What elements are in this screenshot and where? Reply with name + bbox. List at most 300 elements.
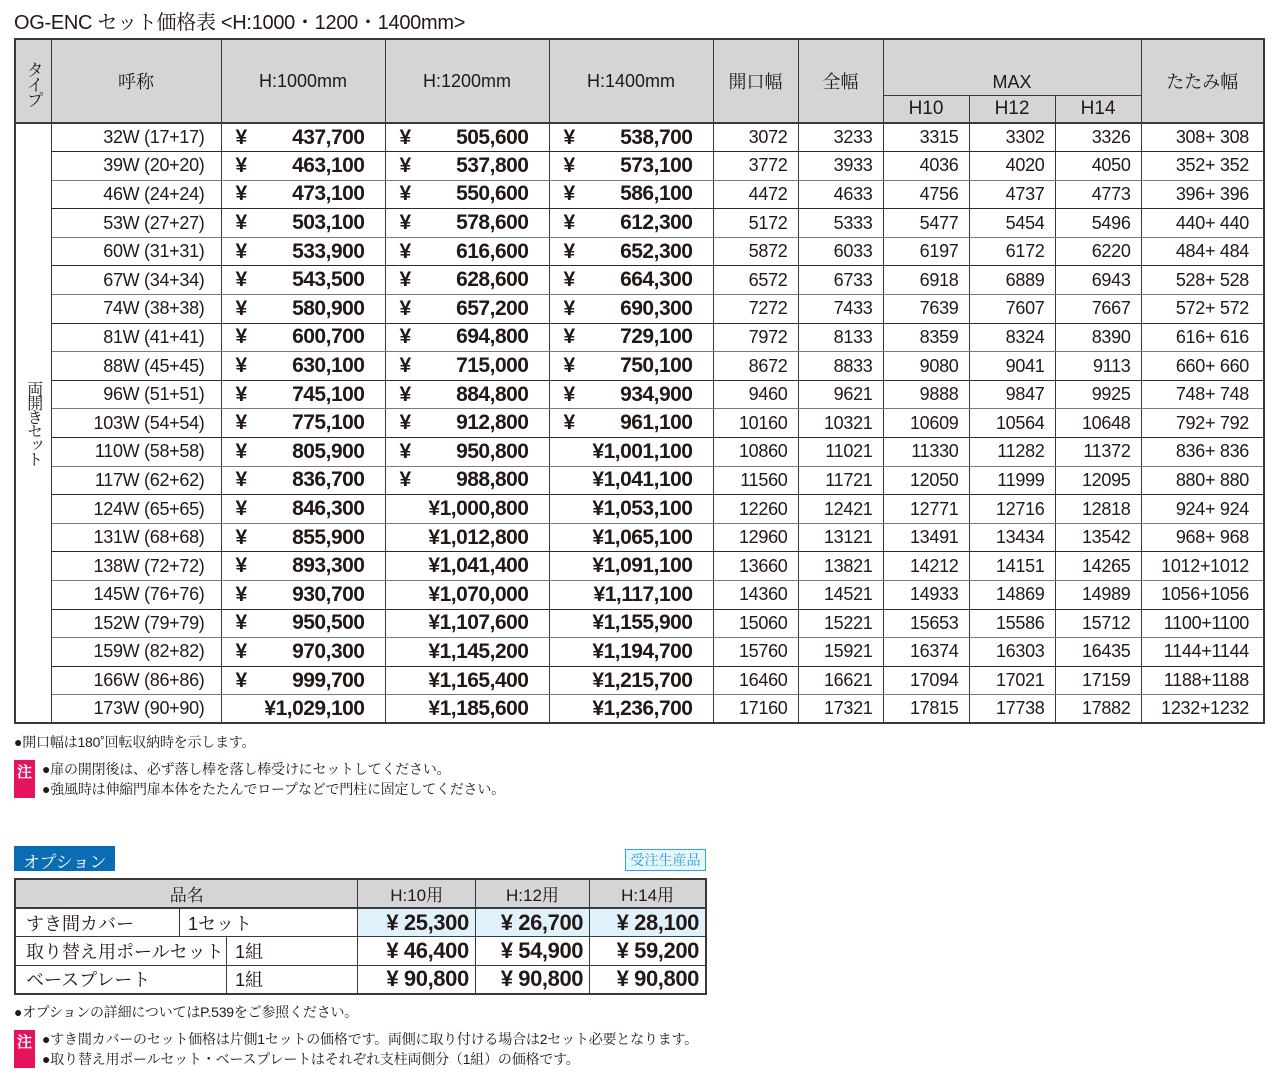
caution-note-1: ●扉の開閉後は、必ず落し棒を落し棒受けにセットしてください。 bbox=[42, 761, 451, 777]
max-h14: 12818 bbox=[1055, 495, 1141, 524]
model-name: 117W (62+62) bbox=[51, 466, 221, 495]
opening-width: 5872 bbox=[713, 237, 798, 266]
price-h1000 bbox=[221, 523, 385, 552]
option-name: 取り替え用ポールセット bbox=[15, 937, 227, 966]
price-value: 836,700 bbox=[292, 468, 365, 492]
table-row bbox=[15, 438, 1264, 467]
max-h14: 6943 bbox=[1055, 266, 1141, 295]
price-value: 586,100 bbox=[620, 182, 693, 206]
price-value: 715,000 bbox=[456, 354, 529, 378]
yen-symbol: ¥ bbox=[235, 382, 247, 406]
folded-width: 836+ 836 bbox=[1141, 438, 1264, 467]
max-h10: 8359 bbox=[883, 323, 969, 352]
opening-width: 16460 bbox=[713, 666, 798, 695]
max-h10: 12050 bbox=[883, 466, 969, 495]
table-row bbox=[15, 266, 1264, 295]
folded-width: 1144+1144 bbox=[1141, 638, 1264, 667]
price-value: 1,001,100 bbox=[603, 439, 693, 463]
folded-width: 1188+1188 bbox=[1141, 666, 1264, 695]
opening-width: 5172 bbox=[713, 209, 798, 238]
yen-symbol: ¥ bbox=[592, 696, 604, 720]
yen-symbol: ¥ bbox=[399, 382, 411, 406]
total-width: 4633 bbox=[798, 180, 883, 209]
yen-symbol: ¥ bbox=[428, 582, 440, 606]
yen-symbol: ¥ bbox=[235, 582, 247, 606]
yen-symbol: ¥ bbox=[563, 268, 575, 292]
folded-width: 572+ 572 bbox=[1141, 295, 1264, 324]
price-h1200 bbox=[385, 123, 549, 152]
price-h1000 bbox=[221, 180, 385, 209]
yen-symbol: ¥ bbox=[399, 125, 411, 149]
max-h14: 10648 bbox=[1055, 409, 1141, 438]
header-h1200: H:1200mm bbox=[385, 39, 549, 123]
max-h10: 6197 bbox=[883, 237, 969, 266]
yen-symbol: ¥ bbox=[428, 525, 440, 549]
option-qty: 1セット bbox=[179, 908, 358, 937]
max-h10: 7639 bbox=[883, 295, 969, 324]
price-value: 652,300 bbox=[620, 239, 693, 263]
yen-symbol: ¥ bbox=[592, 468, 604, 492]
yen-symbol: ¥ bbox=[592, 439, 604, 463]
table-row bbox=[15, 638, 1264, 667]
type-label: 両開きセット bbox=[15, 123, 51, 723]
max-h14: 17159 bbox=[1055, 666, 1141, 695]
max-h12: 14151 bbox=[969, 552, 1055, 581]
max-h14: 13542 bbox=[1055, 523, 1141, 552]
max-h14: 15712 bbox=[1055, 609, 1141, 638]
total-width: 5333 bbox=[798, 209, 883, 238]
price-h1200 bbox=[385, 323, 549, 352]
option-name: ベースプレート bbox=[15, 965, 227, 994]
max-h14: 14989 bbox=[1055, 581, 1141, 610]
price-h1200 bbox=[385, 266, 549, 295]
max-h14: 6220 bbox=[1055, 237, 1141, 266]
total-width: 13121 bbox=[798, 523, 883, 552]
price-value: 1,185,600 bbox=[439, 696, 529, 720]
opening-width: 13660 bbox=[713, 552, 798, 581]
price-value: 805,900 bbox=[292, 439, 365, 463]
price-value: 884,800 bbox=[456, 382, 529, 406]
option-price-h14: ¥ 59,200 bbox=[590, 937, 706, 966]
header-total-width: 全幅 bbox=[798, 39, 883, 123]
price-value: 463,100 bbox=[292, 153, 365, 177]
price-value: 505,600 bbox=[456, 125, 529, 149]
price-value: 537,800 bbox=[456, 153, 529, 177]
header-h1000: H:1000mm bbox=[221, 39, 385, 123]
max-h14: 5496 bbox=[1055, 209, 1141, 238]
yen-symbol: ¥ bbox=[563, 182, 575, 206]
price-h1200 bbox=[385, 552, 549, 581]
opening-width: 3072 bbox=[713, 123, 798, 152]
yen-symbol: ¥ bbox=[235, 125, 247, 149]
total-width: 9621 bbox=[798, 380, 883, 409]
table-row bbox=[15, 123, 1264, 152]
model-name: 88W (45+45) bbox=[51, 352, 221, 381]
price-value: 616,600 bbox=[456, 239, 529, 263]
price-value: 573,100 bbox=[620, 153, 693, 177]
yen-symbol: ¥ bbox=[593, 582, 605, 606]
total-width: 7433 bbox=[798, 295, 883, 324]
price-value: 930,700 bbox=[292, 582, 365, 606]
yen-symbol: ¥ bbox=[428, 668, 440, 692]
opening-width: 11560 bbox=[713, 466, 798, 495]
price-value: 1,165,400 bbox=[439, 668, 529, 692]
price-h1000 bbox=[221, 409, 385, 438]
max-h12: 5454 bbox=[969, 209, 1055, 238]
max-h12: 3302 bbox=[969, 123, 1055, 152]
price-h1000 bbox=[221, 609, 385, 638]
header-type: タイプ bbox=[15, 39, 51, 123]
max-h10: 6918 bbox=[883, 266, 969, 295]
max-h12: 9847 bbox=[969, 380, 1055, 409]
model-name: 74W (38+38) bbox=[51, 295, 221, 324]
model-name: 152W (79+79) bbox=[51, 609, 221, 638]
model-name: 96W (51+51) bbox=[51, 380, 221, 409]
folded-width: 352+ 352 bbox=[1141, 152, 1264, 181]
max-h12: 6889 bbox=[969, 266, 1055, 295]
folded-width: 792+ 792 bbox=[1141, 409, 1264, 438]
price-value: 934,900 bbox=[620, 382, 693, 406]
price-h1000 bbox=[221, 266, 385, 295]
yen-symbol: ¥ bbox=[264, 696, 276, 720]
option-detail-note: ●オプションの詳細についてはP.539をご参照ください。 bbox=[14, 1004, 359, 1020]
option-qty: 1組 bbox=[227, 937, 358, 966]
price-value: 1,041,100 bbox=[603, 468, 693, 492]
yen-symbol: ¥ bbox=[235, 296, 247, 320]
max-h10: 5477 bbox=[883, 209, 969, 238]
price-h1000 bbox=[221, 466, 385, 495]
model-name: 145W (76+76) bbox=[51, 581, 221, 610]
max-h14: 4773 bbox=[1055, 180, 1141, 209]
max-h10: 17094 bbox=[883, 666, 969, 695]
table-row bbox=[15, 237, 1264, 266]
yen-symbol: ¥ bbox=[428, 611, 440, 635]
model-name: 67W (34+34) bbox=[51, 266, 221, 295]
price-value: 657,200 bbox=[456, 296, 529, 320]
yen-symbol: ¥ bbox=[592, 554, 604, 578]
max-h12: 15586 bbox=[969, 609, 1055, 638]
yen-symbol: ¥ bbox=[399, 268, 411, 292]
price-value: 533,900 bbox=[292, 239, 365, 263]
yen-symbol: ¥ bbox=[235, 525, 247, 549]
yen-symbol: ¥ bbox=[563, 354, 575, 378]
price-value: 503,100 bbox=[292, 211, 365, 235]
opening-width: 14360 bbox=[713, 581, 798, 610]
options-header-name: 品名 bbox=[15, 879, 358, 908]
yen-symbol: ¥ bbox=[399, 239, 411, 263]
option-price-h14: ¥ 28,100 bbox=[590, 908, 706, 937]
model-name: 103W (54+54) bbox=[51, 409, 221, 438]
yen-symbol: ¥ bbox=[592, 611, 604, 635]
price-h1200 bbox=[385, 237, 549, 266]
price-h1400 bbox=[549, 666, 713, 695]
folded-width: 484+ 484 bbox=[1141, 237, 1264, 266]
table-row bbox=[15, 323, 1264, 352]
price-h1400 bbox=[549, 152, 713, 181]
header-max-h10: H10 bbox=[883, 95, 969, 123]
yen-symbol: ¥ bbox=[235, 468, 247, 492]
price-value: 729,100 bbox=[620, 325, 693, 349]
yen-symbol: ¥ bbox=[235, 439, 247, 463]
price-value: 846,300 bbox=[292, 497, 365, 521]
option-price-h10: ¥ 90,800 bbox=[358, 965, 475, 994]
options-table bbox=[14, 878, 707, 995]
yen-symbol: ¥ bbox=[235, 554, 247, 578]
model-name: 110W (58+58) bbox=[51, 438, 221, 467]
price-value: 1,029,100 bbox=[275, 696, 365, 720]
folded-width: 1100+1100 bbox=[1141, 609, 1264, 638]
yen-symbol: ¥ bbox=[563, 296, 575, 320]
yen-symbol: ¥ bbox=[235, 411, 247, 435]
yen-symbol: ¥ bbox=[399, 182, 411, 206]
header-max-h12: H12 bbox=[969, 95, 1055, 123]
price-h1000 bbox=[221, 638, 385, 667]
table-row bbox=[15, 523, 1264, 552]
price-value: 1,041,400 bbox=[439, 554, 529, 578]
max-h12: 17021 bbox=[969, 666, 1055, 695]
header-folded-width: たたみ幅 bbox=[1141, 39, 1264, 123]
opening-width: 17160 bbox=[713, 695, 798, 724]
price-h1200 bbox=[385, 352, 549, 381]
yen-symbol: ¥ bbox=[592, 639, 604, 663]
max-h10: 17815 bbox=[883, 695, 969, 724]
max-h14: 17882 bbox=[1055, 695, 1141, 724]
opening-width: 7972 bbox=[713, 323, 798, 352]
price-value: 1,215,700 bbox=[603, 668, 693, 692]
folded-width: 396+ 396 bbox=[1141, 180, 1264, 209]
price-value: 1,194,700 bbox=[603, 639, 693, 663]
price-h1400 bbox=[549, 466, 713, 495]
folded-width: 308+ 308 bbox=[1141, 123, 1264, 152]
option-price-h10: ¥ 25,300 bbox=[358, 908, 475, 937]
max-h10: 11330 bbox=[883, 438, 969, 467]
max-h12: 11999 bbox=[969, 466, 1055, 495]
price-value: 473,100 bbox=[292, 182, 365, 206]
price-value: 694,800 bbox=[456, 325, 529, 349]
folded-width: 1012+1012 bbox=[1141, 552, 1264, 581]
price-value: 550,600 bbox=[456, 182, 529, 206]
total-width: 11021 bbox=[798, 438, 883, 467]
price-h1400 bbox=[549, 438, 713, 467]
price-h1400 bbox=[549, 266, 713, 295]
max-h14: 3326 bbox=[1055, 123, 1141, 152]
table-row bbox=[15, 180, 1264, 209]
opening-width: 12260 bbox=[713, 495, 798, 524]
price-h1400 bbox=[549, 123, 713, 152]
table-row bbox=[15, 409, 1264, 438]
total-width: 15221 bbox=[798, 609, 883, 638]
total-width: 6033 bbox=[798, 237, 883, 266]
max-h10: 16374 bbox=[883, 638, 969, 667]
yen-symbol: ¥ bbox=[563, 382, 575, 406]
yen-symbol: ¥ bbox=[428, 696, 440, 720]
yen-symbol: ¥ bbox=[428, 639, 440, 663]
price-h1200 bbox=[385, 152, 549, 181]
price-value: 690,300 bbox=[620, 296, 693, 320]
price-value: 578,600 bbox=[456, 211, 529, 235]
table-row bbox=[15, 209, 1264, 238]
price-h1000 bbox=[221, 380, 385, 409]
price-value: 1,000,800 bbox=[439, 497, 529, 521]
max-h10: 3315 bbox=[883, 123, 969, 152]
table-row bbox=[15, 380, 1264, 409]
price-h1000 bbox=[221, 152, 385, 181]
yen-symbol: ¥ bbox=[592, 525, 604, 549]
price-h1000 bbox=[221, 123, 385, 152]
total-width: 3233 bbox=[798, 123, 883, 152]
price-value: 1,091,100 bbox=[603, 554, 693, 578]
total-width: 14521 bbox=[798, 581, 883, 610]
max-h10: 13491 bbox=[883, 523, 969, 552]
table-row bbox=[15, 609, 1264, 638]
total-width: 6733 bbox=[798, 266, 883, 295]
price-value: 580,900 bbox=[292, 296, 365, 320]
price-h1200 bbox=[385, 209, 549, 238]
yen-symbol: ¥ bbox=[399, 296, 411, 320]
opening-width: 4472 bbox=[713, 180, 798, 209]
table-row bbox=[15, 495, 1264, 524]
price-value: 538,700 bbox=[620, 125, 693, 149]
opening-width: 9460 bbox=[713, 380, 798, 409]
price-h1200 bbox=[385, 495, 549, 524]
model-name: 81W (41+41) bbox=[51, 323, 221, 352]
price-h1400 bbox=[549, 352, 713, 381]
total-width: 16621 bbox=[798, 666, 883, 695]
options-section-label: オプション bbox=[14, 846, 115, 871]
price-value: 1,117,100 bbox=[604, 582, 693, 606]
price-h1400 bbox=[549, 495, 713, 524]
price-value: 630,100 bbox=[292, 354, 365, 378]
yen-symbol: ¥ bbox=[399, 211, 411, 235]
max-h12: 8324 bbox=[969, 323, 1055, 352]
price-h1000 bbox=[221, 666, 385, 695]
yen-symbol: ¥ bbox=[235, 153, 247, 177]
max-h12: 9041 bbox=[969, 352, 1055, 381]
price-value: 628,600 bbox=[456, 268, 529, 292]
header-h1400: H:1400mm bbox=[549, 39, 713, 123]
max-h12: 6172 bbox=[969, 237, 1055, 266]
opening-width: 8672 bbox=[713, 352, 798, 381]
max-h14: 7667 bbox=[1055, 295, 1141, 324]
price-h1400 bbox=[549, 552, 713, 581]
table-row bbox=[15, 352, 1264, 381]
yen-symbol: ¥ bbox=[235, 639, 247, 663]
option-price-h10: ¥ 46,400 bbox=[358, 937, 475, 966]
model-name: 131W (68+68) bbox=[51, 523, 221, 552]
table-row bbox=[15, 466, 1264, 495]
model-name: 159W (82+82) bbox=[51, 638, 221, 667]
price-value: 988,800 bbox=[456, 468, 529, 492]
max-h14: 14265 bbox=[1055, 552, 1141, 581]
price-h1000 bbox=[221, 438, 385, 467]
price-value: 1,107,600 bbox=[439, 611, 529, 635]
opening-width-note: ●開口幅は180˚回転収納時を示します。 bbox=[14, 734, 256, 750]
yen-symbol: ¥ bbox=[592, 497, 604, 521]
price-value: 612,300 bbox=[620, 211, 693, 235]
opening-width: 3772 bbox=[713, 152, 798, 181]
model-name: 53W (27+27) bbox=[51, 209, 221, 238]
price-h1000 bbox=[221, 323, 385, 352]
max-h10: 12771 bbox=[883, 495, 969, 524]
price-value: 750,100 bbox=[620, 354, 693, 378]
max-h12: 10564 bbox=[969, 409, 1055, 438]
total-width: 17321 bbox=[798, 695, 883, 724]
model-name: 39W (20+20) bbox=[51, 152, 221, 181]
price-value: 1,012,800 bbox=[439, 525, 529, 549]
price-value: 1,155,900 bbox=[603, 611, 693, 635]
options-header-h10: H:10用 bbox=[358, 879, 475, 908]
total-width: 8133 bbox=[798, 323, 883, 352]
options-header-h12: H:12用 bbox=[475, 879, 589, 908]
price-value: 970,300 bbox=[292, 639, 365, 663]
table-row bbox=[15, 552, 1264, 581]
price-h1000 bbox=[221, 495, 385, 524]
price-value: 745,100 bbox=[292, 382, 365, 406]
max-h10: 14933 bbox=[883, 581, 969, 610]
model-name: 32W (17+17) bbox=[51, 123, 221, 152]
yen-symbol: ¥ bbox=[399, 153, 411, 177]
yen-symbol: ¥ bbox=[563, 153, 575, 177]
made-to-order-badge: 受注生産品 bbox=[625, 849, 706, 871]
option-row-base-plate bbox=[15, 965, 706, 994]
caution-mark: 注 bbox=[14, 760, 35, 798]
yen-symbol: ¥ bbox=[235, 239, 247, 263]
price-h1000 bbox=[221, 352, 385, 381]
price-h1400 bbox=[549, 380, 713, 409]
price-h1200 bbox=[385, 409, 549, 438]
header-max: MAX bbox=[883, 39, 1141, 95]
table-row bbox=[15, 295, 1264, 324]
price-value: 437,700 bbox=[292, 125, 365, 149]
page-title: OG-ENC セット価格表 <H:1000・1200・1400mm> bbox=[14, 12, 466, 34]
folded-width: 924+ 924 bbox=[1141, 495, 1264, 524]
price-h1200 bbox=[385, 295, 549, 324]
total-width: 12421 bbox=[798, 495, 883, 524]
price-h1400 bbox=[549, 209, 713, 238]
total-width: 13821 bbox=[798, 552, 883, 581]
yen-symbol: ¥ bbox=[399, 354, 411, 378]
price-value: 1,236,700 bbox=[603, 696, 693, 720]
table-row bbox=[15, 581, 1264, 610]
folded-width: 440+ 440 bbox=[1141, 209, 1264, 238]
max-h12: 16303 bbox=[969, 638, 1055, 667]
price-h1000 bbox=[221, 581, 385, 610]
header-max-h14: H14 bbox=[1055, 95, 1141, 123]
max-h10: 4036 bbox=[883, 152, 969, 181]
yen-symbol: ¥ bbox=[399, 325, 411, 349]
option-caution-note-1: ●すき間カバーのセット価格は片側1セットの価格です。両側に取り付ける場合は2セット必要となります。 bbox=[42, 1031, 698, 1047]
price-h1200 bbox=[385, 466, 549, 495]
header-opening-width: 開口幅 bbox=[713, 39, 798, 123]
price-h1000 bbox=[221, 695, 385, 724]
max-h12: 14869 bbox=[969, 581, 1055, 610]
opening-width: 10860 bbox=[713, 438, 798, 467]
option-price-h14: ¥ 90,800 bbox=[590, 965, 706, 994]
yen-symbol: ¥ bbox=[563, 211, 575, 235]
yen-symbol: ¥ bbox=[235, 325, 247, 349]
price-h1400 bbox=[549, 180, 713, 209]
model-name: 124W (65+65) bbox=[51, 495, 221, 524]
price-value: 950,800 bbox=[456, 439, 529, 463]
folded-width: 616+ 616 bbox=[1141, 323, 1264, 352]
price-h1200 bbox=[385, 581, 549, 610]
price-value: 855,900 bbox=[292, 525, 365, 549]
total-width: 8833 bbox=[798, 352, 883, 381]
price-value: 961,100 bbox=[620, 411, 693, 435]
folded-width: 1056+1056 bbox=[1141, 581, 1264, 610]
max-h10: 10609 bbox=[883, 409, 969, 438]
option-row-gap-cover bbox=[15, 908, 706, 937]
